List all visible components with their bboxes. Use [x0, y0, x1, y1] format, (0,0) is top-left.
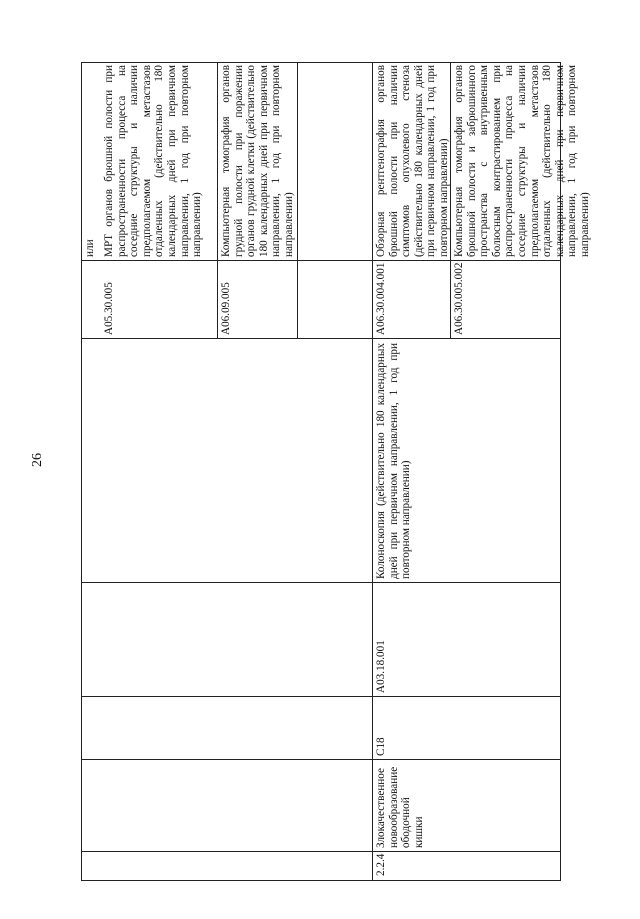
row-number: 2.2.4	[375, 853, 387, 876]
rotated-table-area	[81, 62, 591, 881]
code-cell: A05.30.005	[103, 282, 115, 335]
code-cell: A06.30.005.002	[453, 262, 465, 335]
exam-text-cell: Компьютерная томография органов брюшной полости и забрюшинного пространства с внутривенным болюсным контрастированием при распространенности процесса на соседние структуры и наличии предполагаемом метастазов отдаленных (действительно 180 календарных дней при первичном направлении, 1 год при повторном направлении)	[453, 65, 591, 257]
code-cell: A06.09.005	[220, 282, 232, 335]
medical-criteria-table	[81, 62, 591, 881]
exam-text-cell: МРТ органов брюшной полости при распространенности процесса на соседние структуры и наличии предполагаемом метастазов отдаленных (действительно 180 календарных дней при первичном направлении, 1 год при повторном направлении)	[103, 65, 204, 257]
code-cell: A06.30.004.001	[375, 262, 387, 335]
page-number: 26	[30, 453, 45, 467]
ili-text: или	[84, 239, 96, 257]
entry-divider	[297, 63, 298, 339]
exam-text-cell: Компьютерная томография органов грудной полости при поражении органов грудной клетки (действительно 180 календарных дней при первичном направлении, 1 год при повторном направлении)	[220, 65, 295, 257]
diagnosis-cell: Злокачественное новообразование ободочной кишки	[375, 766, 425, 848]
procedure-text-cell: Колоноскопия (действительно 180 календарных дней при первичном направлении, 1 год при повторном направлении)	[375, 343, 413, 579]
exam-text-cell: Обзорная рентгенография органов брюшной полости при наличии симптомов опухолевого стеноза (действительно 180 календарных дней при первичном направлении, 1 год при повторном направлении)	[375, 65, 450, 257]
procedure-code-cell: A03.18.001	[375, 640, 387, 693]
icd-code-cell: C18	[375, 737, 387, 756]
